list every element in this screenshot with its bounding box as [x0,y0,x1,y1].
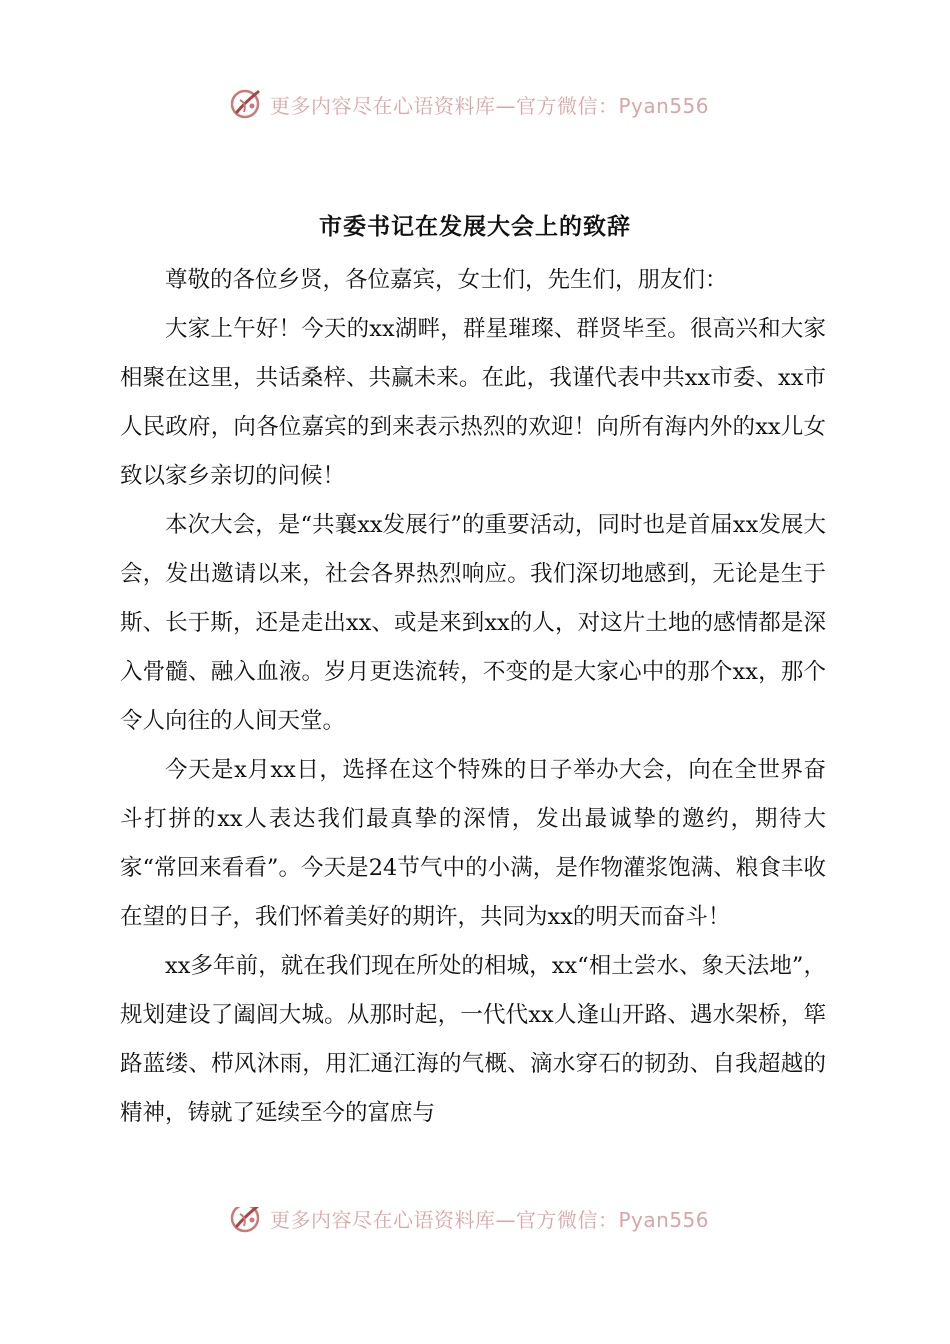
header-watermark [228,86,709,122]
brush-logo-icon [228,1207,264,1236]
salutation-paragraph: 尊敬的各位乡贤，各位嘉宾，女士们，先生们，朋友们： [165,267,728,293]
watermark-text: 更多内容尽在心语资料库—官方微信：Pyan556 [270,93,710,118]
body-paragraph: xx多年前，就在我们现在所处的相城，xx“相土尝水、象天法地”，规划建设了阖闾大城。从那时起，一代代xx人逢山开路、遇水架桥，筚路蓝缕、栉风沐雨，用汇通江海的气概、滴水穿石的韧劲、自我超越的精神，铸就了延续至今的富庶与 [120,953,826,1126]
document-body [120,256,826,1138]
brush-logo-icon [228,86,264,122]
body-paragraph: 本次大会，是“共襄xx发展行”的重要活动，同时也是首届xx发展大会，发出邀请以来，社会各界热烈响应。我们深切地感到，无论是生于斯、长于斯，还是走出xx、或是来到xx的人，对这片土地的感情都是深入骨髓、融入血液。岁月更迭流转，不变的是大家心中的那个xx，那个令人向往的人间天堂。 [120,512,826,734]
body-paragraph: 今天是x月xx日，选择在这个特殊的日子举办大会，向在全世界奋斗打拼的xx人表达我们最真挚的深情，发出最诚挚的邀约，期待大家“常回来看看”。今天是24节气中的小满，是作物灌浆饱满、粮食丰收在望的日子，我们怀着美好的期许，共同为xx的明天而奋斗！ [120,757,826,930]
footer-watermark [228,1207,709,1237]
document-title: 市委书记在发展大会上的致辞 [319,213,631,240]
body-paragraph: 大家上午好！今天的xx湖畔，群星璀璨、群贤毕至。很高兴和大家相聚在这里，共话桑梓、共赢未来。在此，我谨代表中共xx市委、xx市人民政府，向各位嘉宾的到来表示热烈的欢迎！向所有海内外的xx儿女致以家乡亲切的问候！ [120,316,826,489]
watermark-text: 更多内容尽在心语资料库—官方微信：Pyan556 [270,1207,710,1232]
